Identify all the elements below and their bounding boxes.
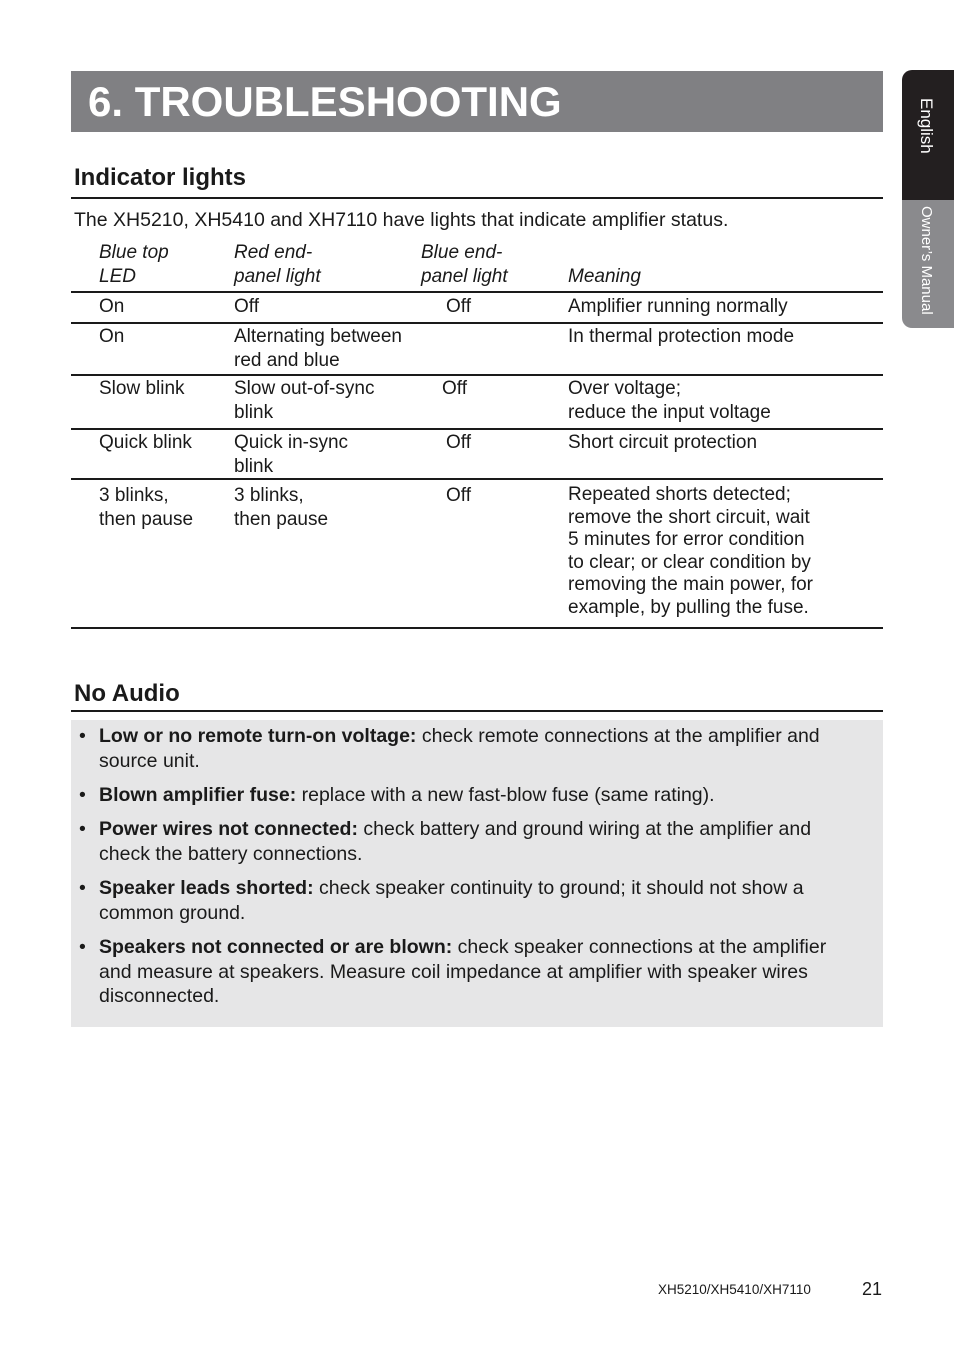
table-cell: Off bbox=[234, 296, 259, 317]
table-cell: Slow out-of-sync blink bbox=[234, 378, 375, 423]
bullet-icon: • bbox=[79, 725, 86, 747]
item-label: Speakers not connected or are blown: bbox=[99, 936, 453, 958]
no-audio-heading: No Audio bbox=[74, 680, 180, 707]
table-cell: Amplifier running normally bbox=[568, 296, 788, 317]
side-tab-document-label: Owner’s Manual bbox=[918, 206, 935, 315]
list-item bbox=[79, 817, 859, 866]
table-rule bbox=[71, 291, 883, 293]
column-header-meaning bbox=[568, 241, 641, 288]
item-text: check speaker continuity to ground; it should not show a common ground. bbox=[99, 877, 804, 924]
bullet-icon: • bbox=[79, 818, 86, 840]
table-cell: Off bbox=[442, 378, 467, 399]
item-text: replace with a new fast-blow fuse (same rating). bbox=[296, 784, 715, 806]
page-number: 21 bbox=[862, 1279, 883, 1299]
table-cell: Slow blink bbox=[99, 378, 185, 399]
table-cell: Alternating between red and blue bbox=[234, 326, 402, 371]
table-cell: Quick in-sync blink bbox=[234, 432, 349, 477]
page-title: 6. TROUBLESHOOTING bbox=[71, 71, 883, 132]
list-item bbox=[79, 876, 859, 925]
item-label: Low or no remote turn-on voltage: bbox=[99, 725, 417, 747]
table-rule bbox=[71, 322, 883, 324]
list-item bbox=[79, 724, 859, 773]
table-rule bbox=[71, 374, 883, 376]
item-text: check battery and ground wiring at the amplifier and check the battery connections. bbox=[99, 818, 812, 865]
list-item bbox=[79, 783, 859, 808]
no-audio-panel bbox=[71, 720, 883, 1027]
side-tab-language-label: English bbox=[917, 98, 936, 154]
heading-rule bbox=[71, 710, 883, 712]
column-header-meaning-text: Meaning bbox=[568, 265, 641, 287]
footer-models: XH5210/XH5410/XH7110 bbox=[658, 1282, 811, 1297]
bullet-icon: • bbox=[79, 784, 86, 806]
table-cell: Over voltage; reduce the input voltage bbox=[568, 378, 771, 423]
table-cell: Short circuit protection bbox=[568, 432, 758, 453]
table-cell: Quick blink bbox=[99, 432, 192, 453]
table-rule bbox=[71, 478, 883, 480]
column-header-blue-end-panel: Blue end- panel light bbox=[421, 242, 508, 287]
item-text: check speaker connections at the amplifier and measure at speakers. Measure coil impedance at amplifier with speaker wires disconnected. bbox=[99, 936, 827, 1007]
table-cell: On bbox=[99, 326, 125, 347]
table-rule bbox=[71, 428, 883, 430]
bullet-icon: • bbox=[79, 877, 86, 899]
column-header-red-end-panel: Red end- panel light bbox=[234, 242, 321, 287]
table-cell: 3 blinks, then pause bbox=[234, 485, 329, 530]
table-cell: In thermal protection mode bbox=[568, 326, 795, 347]
table-cell: Off bbox=[446, 432, 471, 453]
indicator-lights-heading: Indicator lights bbox=[74, 164, 247, 191]
item-text: check remote connections at the amplifier and source unit. bbox=[99, 725, 820, 772]
list-item bbox=[79, 935, 859, 1009]
indicator-intro: The XH5210, XH5410 and XH7110 have lights that indicate amplifier status. bbox=[74, 209, 729, 231]
side-tab-document bbox=[902, 200, 954, 328]
table-cell: Off bbox=[446, 485, 471, 506]
item-label: Speaker leads shorted: bbox=[99, 877, 314, 899]
side-tab-language bbox=[902, 70, 954, 200]
table-cell: 3 blinks, then pause bbox=[99, 485, 194, 530]
table-cell: On bbox=[99, 296, 125, 317]
item-label: Power wires not connected: bbox=[99, 818, 358, 840]
table-cell: Off bbox=[446, 296, 471, 317]
column-header-blue-top-led: Blue top LED bbox=[99, 242, 169, 287]
heading-rule bbox=[71, 197, 883, 199]
item-label: Blown amplifier fuse: bbox=[99, 784, 297, 806]
table-rule bbox=[71, 627, 883, 629]
table-cell: Repeated shorts detected; remove the short circuit, wait 5 minutes for error condition to clear; or clear condition by removing the main power, for example, by pulling the fuse. bbox=[568, 484, 814, 618]
bullet-icon: • bbox=[79, 936, 86, 958]
